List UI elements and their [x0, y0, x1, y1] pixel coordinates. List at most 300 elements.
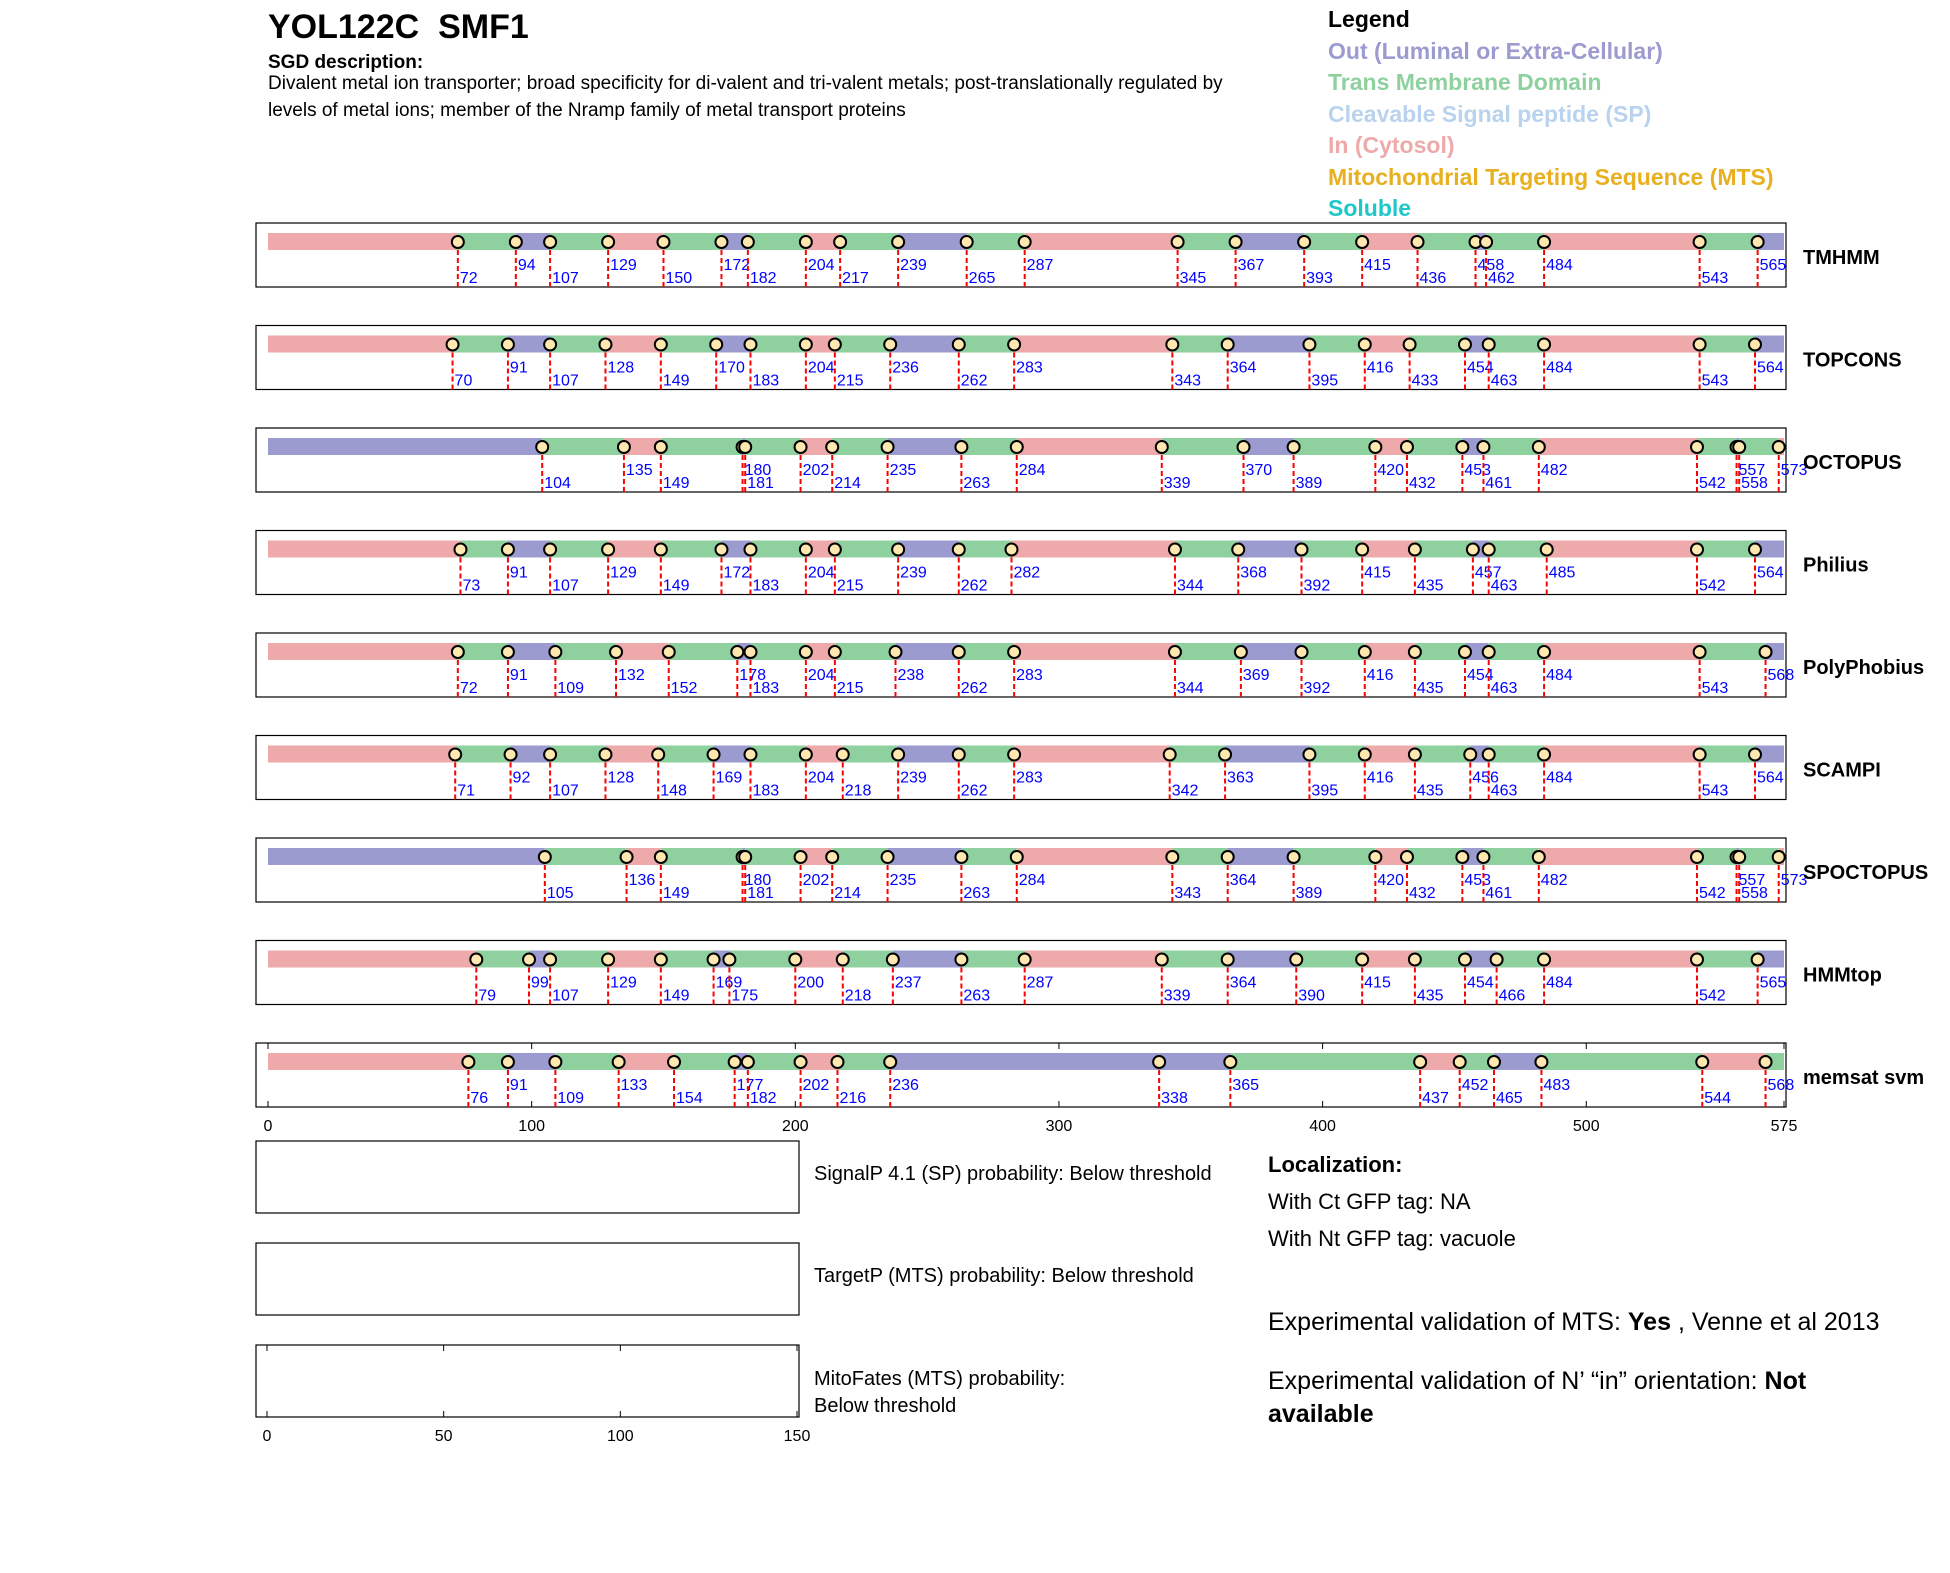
topology-segment-out: [890, 336, 959, 353]
topology-segment-tm: [1162, 951, 1228, 968]
topology-segment-tm: [661, 951, 714, 968]
boundary-marker: [452, 646, 464, 658]
boundary-marker: [1356, 544, 1368, 556]
boundary-label: 148: [660, 782, 687, 800]
boundary-marker: [1359, 646, 1371, 658]
boundary-marker: [744, 544, 756, 556]
boundary-marker: [544, 236, 556, 248]
boundary-label: 466: [1498, 987, 1526, 1005]
boundary-label: 483: [1543, 1077, 1571, 1094]
boundary-marker: [1538, 954, 1550, 966]
boundary-marker: [655, 851, 667, 863]
topology-segment-tm: [961, 951, 1024, 968]
boundary-marker: [1773, 441, 1785, 453]
prob-x-tick-label: 100: [606, 1428, 634, 1445]
boundary-label: 263: [963, 987, 991, 1005]
boundary-marker: [1733, 441, 1745, 453]
topology-segment-tm: [1309, 746, 1364, 763]
boundary-label: 463: [1490, 577, 1518, 595]
boundary-label: 558: [1741, 475, 1768, 492]
topology-segment-tm: [1700, 746, 1755, 763]
boundary-marker: [955, 954, 967, 966]
boundary-marker: [1749, 749, 1761, 761]
boundary-label: 484: [1546, 769, 1573, 787]
topology-segment-tm: [1172, 848, 1227, 865]
boundary-marker: [829, 339, 841, 351]
boundary-marker: [462, 1056, 474, 1068]
boundary-marker: [1008, 339, 1020, 351]
boundary-label: 235: [889, 872, 917, 889]
topology-segment-in: [268, 233, 458, 250]
boundary-marker: [1456, 441, 1468, 453]
boundary-marker: [1488, 1056, 1500, 1068]
boundary-marker: [1467, 544, 1479, 556]
topology-segment-out: [898, 233, 967, 250]
topology-segment-out: [1494, 1053, 1541, 1070]
probability-frame: [256, 1141, 799, 1213]
boundary-marker: [953, 339, 965, 351]
topology-segment-tm: [1294, 438, 1376, 455]
boundary-marker: [826, 441, 838, 453]
probability-label: MitoFates (MTS) probability:: [814, 1368, 1066, 1390]
boundary-marker: [739, 851, 751, 863]
boundary-label: 128: [607, 769, 635, 787]
topology-segment-tm: [550, 233, 608, 250]
boundary-label: 364: [1229, 872, 1257, 889]
topology-segment-tm: [1407, 438, 1462, 455]
topology-segment-tm: [1175, 541, 1238, 558]
topology-segment-tm: [1415, 643, 1465, 660]
boundary-label: 263: [963, 475, 991, 492]
topology-segment-tm: [1294, 848, 1376, 865]
boundary-marker: [1356, 954, 1368, 966]
boundary-marker: [1483, 646, 1495, 658]
boundary-label: 238: [897, 667, 925, 684]
boundary-label: 91: [509, 1077, 528, 1094]
boundary-label: 368: [1240, 564, 1267, 582]
boundary-marker: [800, 236, 812, 248]
topology-segment-tm: [455, 746, 510, 763]
boundary-marker: [447, 339, 459, 351]
boundary-label: 463: [1490, 782, 1518, 800]
boundary-label: 389: [1295, 885, 1323, 902]
topology-segment-out: [1236, 233, 1305, 250]
boundary-label: 216: [839, 1090, 867, 1107]
boundary-label: 484: [1546, 257, 1573, 274]
boundary-marker: [795, 441, 807, 453]
topology-segment-tm: [835, 541, 898, 558]
boundary-marker: [882, 441, 894, 453]
boundary-label: 177: [736, 1077, 764, 1094]
boundary-label: 107: [552, 577, 579, 595]
boundary-label: 420: [1377, 462, 1405, 479]
boundary-label: 543: [1701, 680, 1729, 697]
boundary-marker: [505, 749, 517, 761]
track-scampi: [256, 736, 1881, 800]
boundary-marker: [795, 851, 807, 863]
boundary-marker: [826, 851, 838, 863]
legend-item-mts: Mitochondrial Targeting Sequence (MTS): [1328, 163, 1774, 190]
boundary-marker: [1694, 646, 1706, 658]
topology-segment-tm: [1415, 746, 1470, 763]
boundary-marker: [1222, 339, 1234, 351]
topology-segment-out: [268, 438, 542, 455]
boundary-label: 461: [1485, 885, 1513, 902]
track-philius: [256, 531, 1869, 595]
boundary-label: 393: [1306, 270, 1333, 287]
boundary-label: 109: [557, 680, 585, 697]
boundary-label: 218: [844, 987, 872, 1005]
predictor-label: SPOCTOPUS: [1803, 862, 1929, 884]
boundary-marker: [1691, 954, 1703, 966]
topology-segment-out: [888, 848, 962, 865]
boundary-marker: [1298, 236, 1310, 248]
boundary-label: 204: [807, 769, 835, 787]
boundary-label: 484: [1546, 359, 1573, 377]
topology-segment-tm: [453, 336, 508, 353]
boundary-label: 365: [1232, 1077, 1260, 1094]
boundary-label: 180: [744, 872, 772, 889]
sgd-heading: SGD description:: [268, 52, 424, 73]
boundary-label: 107: [552, 987, 579, 1005]
topology-segment-tm: [1700, 336, 1755, 353]
track-frame: [256, 326, 1786, 390]
topology-segment-tm: [1486, 233, 1544, 250]
boundary-label: 204: [807, 257, 835, 274]
topology-segment-tm: [550, 541, 608, 558]
boundary-marker: [1356, 236, 1368, 248]
x-tick-label: 500: [1572, 1118, 1600, 1135]
boundary-label: 169: [715, 769, 743, 787]
boundary-label: 420: [1377, 872, 1405, 889]
predictor-label: memsat svm: [1803, 1067, 1925, 1089]
boundary-label: 364: [1229, 359, 1257, 377]
boundary-marker: [1008, 646, 1020, 658]
boundary-marker: [1404, 339, 1416, 351]
topology-segment-tm: [1296, 951, 1362, 968]
boundary-marker: [1459, 646, 1471, 658]
boundary-marker: [708, 954, 720, 966]
topology-segment-tm: [959, 541, 1012, 558]
boundary-label: 183: [752, 577, 780, 595]
boundary-label: 91: [509, 359, 528, 377]
boundary-label: 463: [1490, 680, 1518, 697]
boundary-label: 91: [509, 667, 528, 684]
topology-segment-tm: [750, 746, 805, 763]
prob-x-tick-label: 50: [434, 1428, 453, 1445]
probability-plot-2: [256, 1243, 1194, 1315]
topology-segment-tm: [460, 541, 507, 558]
boundary-label: 364: [1229, 974, 1257, 992]
boundary-marker: [655, 441, 667, 453]
boundary-marker: [1541, 544, 1553, 556]
boundary-marker: [1773, 851, 1785, 863]
boundary-marker: [1538, 236, 1550, 248]
boundary-marker: [837, 749, 849, 761]
topology-segment-tm: [550, 336, 605, 353]
boundary-marker: [1288, 441, 1300, 453]
boundary-label: 435: [1416, 782, 1444, 800]
topology-segment-tm: [959, 336, 1014, 353]
topology-segment-tm: [669, 643, 738, 660]
predictor-label: PolyPhobius: [1803, 657, 1925, 679]
topology-segment-out: [1228, 848, 1294, 865]
topology-segment-in: [1025, 233, 1178, 250]
topology-segment-in: [608, 541, 661, 558]
predictor-label: TMHMM: [1803, 247, 1880, 269]
boundary-label: 369: [1242, 667, 1270, 684]
topology-segment-in: [1362, 541, 1415, 558]
boundary-label: 71: [457, 782, 475, 800]
topology-segment-tm: [835, 643, 896, 660]
boundary-marker: [1749, 339, 1761, 351]
boundary-marker: [1491, 954, 1503, 966]
boundary-marker: [710, 339, 722, 351]
topology-segment-out: [895, 643, 958, 660]
topology-segment-tm: [1700, 643, 1766, 660]
topology-segment-tm: [745, 438, 800, 455]
boundary-label: 456: [1472, 769, 1499, 787]
boundary-label: 564: [1756, 359, 1784, 377]
topology-segment-in: [268, 643, 458, 660]
boundary-label: 462: [1488, 270, 1515, 287]
boundary-label: 183: [752, 372, 780, 390]
boundary-label: 183: [752, 782, 780, 800]
probability-plot-3: [256, 1345, 1065, 1445]
boundary-marker: [502, 1056, 514, 1068]
boundary-marker: [1696, 1056, 1708, 1068]
topology-segment-tm: [555, 1053, 618, 1070]
track-frame: [256, 838, 1786, 902]
boundary-label: 392: [1303, 577, 1331, 595]
topology-segment-tm: [1489, 336, 1544, 353]
boundary-marker: [953, 749, 965, 761]
boundary-label: 107: [552, 782, 579, 800]
boundary-marker: [1224, 1056, 1236, 1068]
boundary-marker: [1230, 236, 1242, 248]
topology-segment-tm: [748, 233, 806, 250]
topology-segment-tm: [750, 541, 805, 558]
topology-segment-in: [605, 336, 660, 353]
boundary-label: 435: [1416, 987, 1444, 1005]
topology-segment-in: [1017, 848, 1173, 865]
topology-segment-out: [1225, 746, 1309, 763]
boundary-marker: [744, 749, 756, 761]
boundary-label: 262: [960, 680, 988, 697]
boundary-marker: [795, 1056, 807, 1068]
boundary-label: 182: [749, 270, 777, 287]
boundary-marker: [1296, 646, 1308, 658]
topology-segment-in: [1011, 541, 1174, 558]
boundary-marker: [1733, 851, 1745, 863]
sgd-description: Divalent metal ion transporter; broad specificity for di-valent and tri-valent metals; post-translationally regulated by levels of metal ions; member of the Nramp family of metal transport proteins: [268, 73, 1223, 121]
topology-segment-tm: [745, 848, 800, 865]
predictor-label: HMMtop: [1803, 964, 1882, 987]
boundary-marker: [800, 749, 812, 761]
boundary-label: 284: [1018, 872, 1046, 889]
boundary-marker: [742, 1056, 754, 1068]
boundary-marker: [1359, 339, 1371, 351]
boundary-marker: [544, 749, 556, 761]
legend-title: Legend: [1328, 6, 1410, 32]
boundary-label: 465: [1495, 1090, 1523, 1107]
legend-item-out: Out (Luminal or Extra-Cellular): [1328, 37, 1663, 64]
topology-segment-tm: [542, 438, 624, 455]
topology-segment-tm: [1497, 951, 1544, 968]
boundary-label: 457: [1474, 564, 1502, 582]
topology-segment-in: [1702, 1053, 1765, 1070]
track-frame: [256, 531, 1786, 595]
topology-segment-out: [1244, 438, 1294, 455]
boundary-marker: [731, 646, 743, 658]
topology-segment-in: [1014, 643, 1175, 660]
boundary-label: 107: [552, 372, 579, 390]
topology-segment-tm: [1162, 438, 1244, 455]
boundary-marker: [602, 954, 614, 966]
boundary-marker: [1166, 339, 1178, 351]
boundary-marker: [610, 646, 622, 658]
predictor-label: OCTOPUS: [1803, 452, 1902, 474]
boundary-label: 543: [1701, 270, 1729, 287]
boundary-marker: [1232, 544, 1244, 556]
boundary-label: 172: [723, 564, 751, 582]
boundary-label: 344: [1176, 577, 1204, 595]
boundary-label: 542: [1698, 577, 1726, 595]
topology-segment-in: [1547, 541, 1697, 558]
boundary-label: 482: [1540, 872, 1568, 889]
boundary-marker: [834, 236, 846, 248]
boundary-label: 136: [628, 872, 656, 889]
topology-segment-in: [608, 233, 663, 250]
track-frame: [256, 633, 1786, 697]
boundary-label: 287: [1026, 974, 1054, 992]
boundary-label: 282: [1013, 564, 1041, 582]
boundary-label: 107: [552, 270, 579, 287]
boundary-label: 235: [889, 462, 917, 479]
boundary-label: 214: [834, 885, 861, 902]
topology-segment-tm: [1309, 336, 1364, 353]
x-tick-label: 0: [263, 1118, 273, 1135]
topology-segment-in: [1017, 438, 1162, 455]
boundary-marker: [655, 954, 667, 966]
boundary-marker: [739, 441, 751, 453]
track-memsat-svm: [256, 1043, 1924, 1107]
topology-segment-out: [508, 643, 555, 660]
boundary-label: 214: [834, 475, 861, 492]
boundary-marker: [1409, 544, 1421, 556]
boundary-label: 72: [459, 270, 478, 287]
boundary-label: 204: [807, 359, 835, 377]
boundary-marker: [1694, 749, 1706, 761]
boundary-marker: [510, 236, 522, 248]
boundary-marker: [663, 646, 675, 658]
boundary-label: 182: [749, 1090, 777, 1107]
boundary-label: 370: [1245, 462, 1273, 479]
boundary-label: 568: [1767, 667, 1795, 684]
boundary-marker: [708, 749, 720, 761]
boundary-marker: [889, 646, 901, 658]
boundary-label: 178: [739, 667, 767, 684]
legend-item-tm: Trans Membrane Domain: [1328, 69, 1602, 95]
topology-segment-in: [1014, 746, 1170, 763]
boundary-marker: [1409, 749, 1421, 761]
boundary-label: 237: [894, 974, 922, 992]
boundary-marker: [470, 954, 482, 966]
boundary-label: 573: [1780, 872, 1808, 889]
boundary-label: 73: [462, 577, 481, 595]
topology-segment-tm: [959, 746, 1014, 763]
boundary-marker: [449, 749, 461, 761]
topology-segment-tm: [1407, 848, 1462, 865]
boundary-marker: [549, 1056, 561, 1068]
boundary-label: 149: [662, 885, 690, 902]
boundary-label: 454: [1466, 974, 1494, 992]
topology-segment-tm: [750, 336, 805, 353]
boundary-label: 204: [807, 564, 835, 582]
boundary-label: 573: [1780, 462, 1808, 479]
boundary-label: 202: [802, 1077, 830, 1094]
prob-x-tick-label: 0: [262, 1428, 272, 1445]
track-hmmtop: [256, 941, 1882, 1005]
boundary-label: 236: [892, 359, 919, 377]
boundary-marker: [1459, 954, 1471, 966]
boundary-label: 149: [662, 577, 690, 595]
boundary-label: 215: [836, 577, 864, 595]
topology-segment-in: [1025, 951, 1162, 968]
boundary-label: 149: [662, 475, 690, 492]
boundary-marker: [723, 954, 735, 966]
topology-segment-in: [268, 336, 453, 353]
topology-segment-in: [1365, 643, 1415, 660]
topology-segment-tm: [961, 848, 1016, 865]
boundary-label: 200: [797, 974, 825, 992]
boundary-marker: [544, 339, 556, 351]
boundary-marker: [884, 339, 896, 351]
boundary-marker: [1296, 544, 1308, 556]
topology-segment-tm: [1697, 541, 1755, 558]
topology-segment-in: [268, 746, 455, 763]
boundary-label: 544: [1704, 1090, 1731, 1107]
boundary-label: 484: [1546, 667, 1573, 684]
track-tmhmm: [256, 223, 1880, 287]
topology-segment-tm: [661, 541, 722, 558]
boundary-marker: [1172, 236, 1184, 248]
boundary-marker: [1538, 339, 1550, 351]
boundary-marker: [1464, 749, 1476, 761]
predictor-label: SCAMPI: [1803, 759, 1881, 782]
boundary-marker: [539, 851, 551, 863]
boundary-marker: [1454, 1056, 1466, 1068]
topology-segment-tm: [840, 233, 898, 250]
topology-segment-out: [890, 1053, 1159, 1070]
boundary-label: 452: [1461, 1077, 1489, 1094]
boundary-marker: [652, 749, 664, 761]
boundary-marker: [1369, 851, 1381, 863]
topology-segment-tm: [458, 233, 516, 250]
experimental-mts-suffix: , Venne et al 2013: [1671, 1308, 1880, 1336]
topology-segment-out: [898, 746, 959, 763]
boundary-marker: [1019, 954, 1031, 966]
boundary-marker: [800, 339, 812, 351]
boundary-label: 169: [715, 974, 743, 992]
boundary-marker: [892, 544, 904, 556]
boundary-marker: [668, 1056, 680, 1068]
boundary-marker: [1691, 544, 1703, 556]
boundary-marker: [1477, 851, 1489, 863]
boundary-marker: [1011, 851, 1023, 863]
topology-segment-in: [1539, 438, 1697, 455]
boundary-marker: [602, 544, 614, 556]
